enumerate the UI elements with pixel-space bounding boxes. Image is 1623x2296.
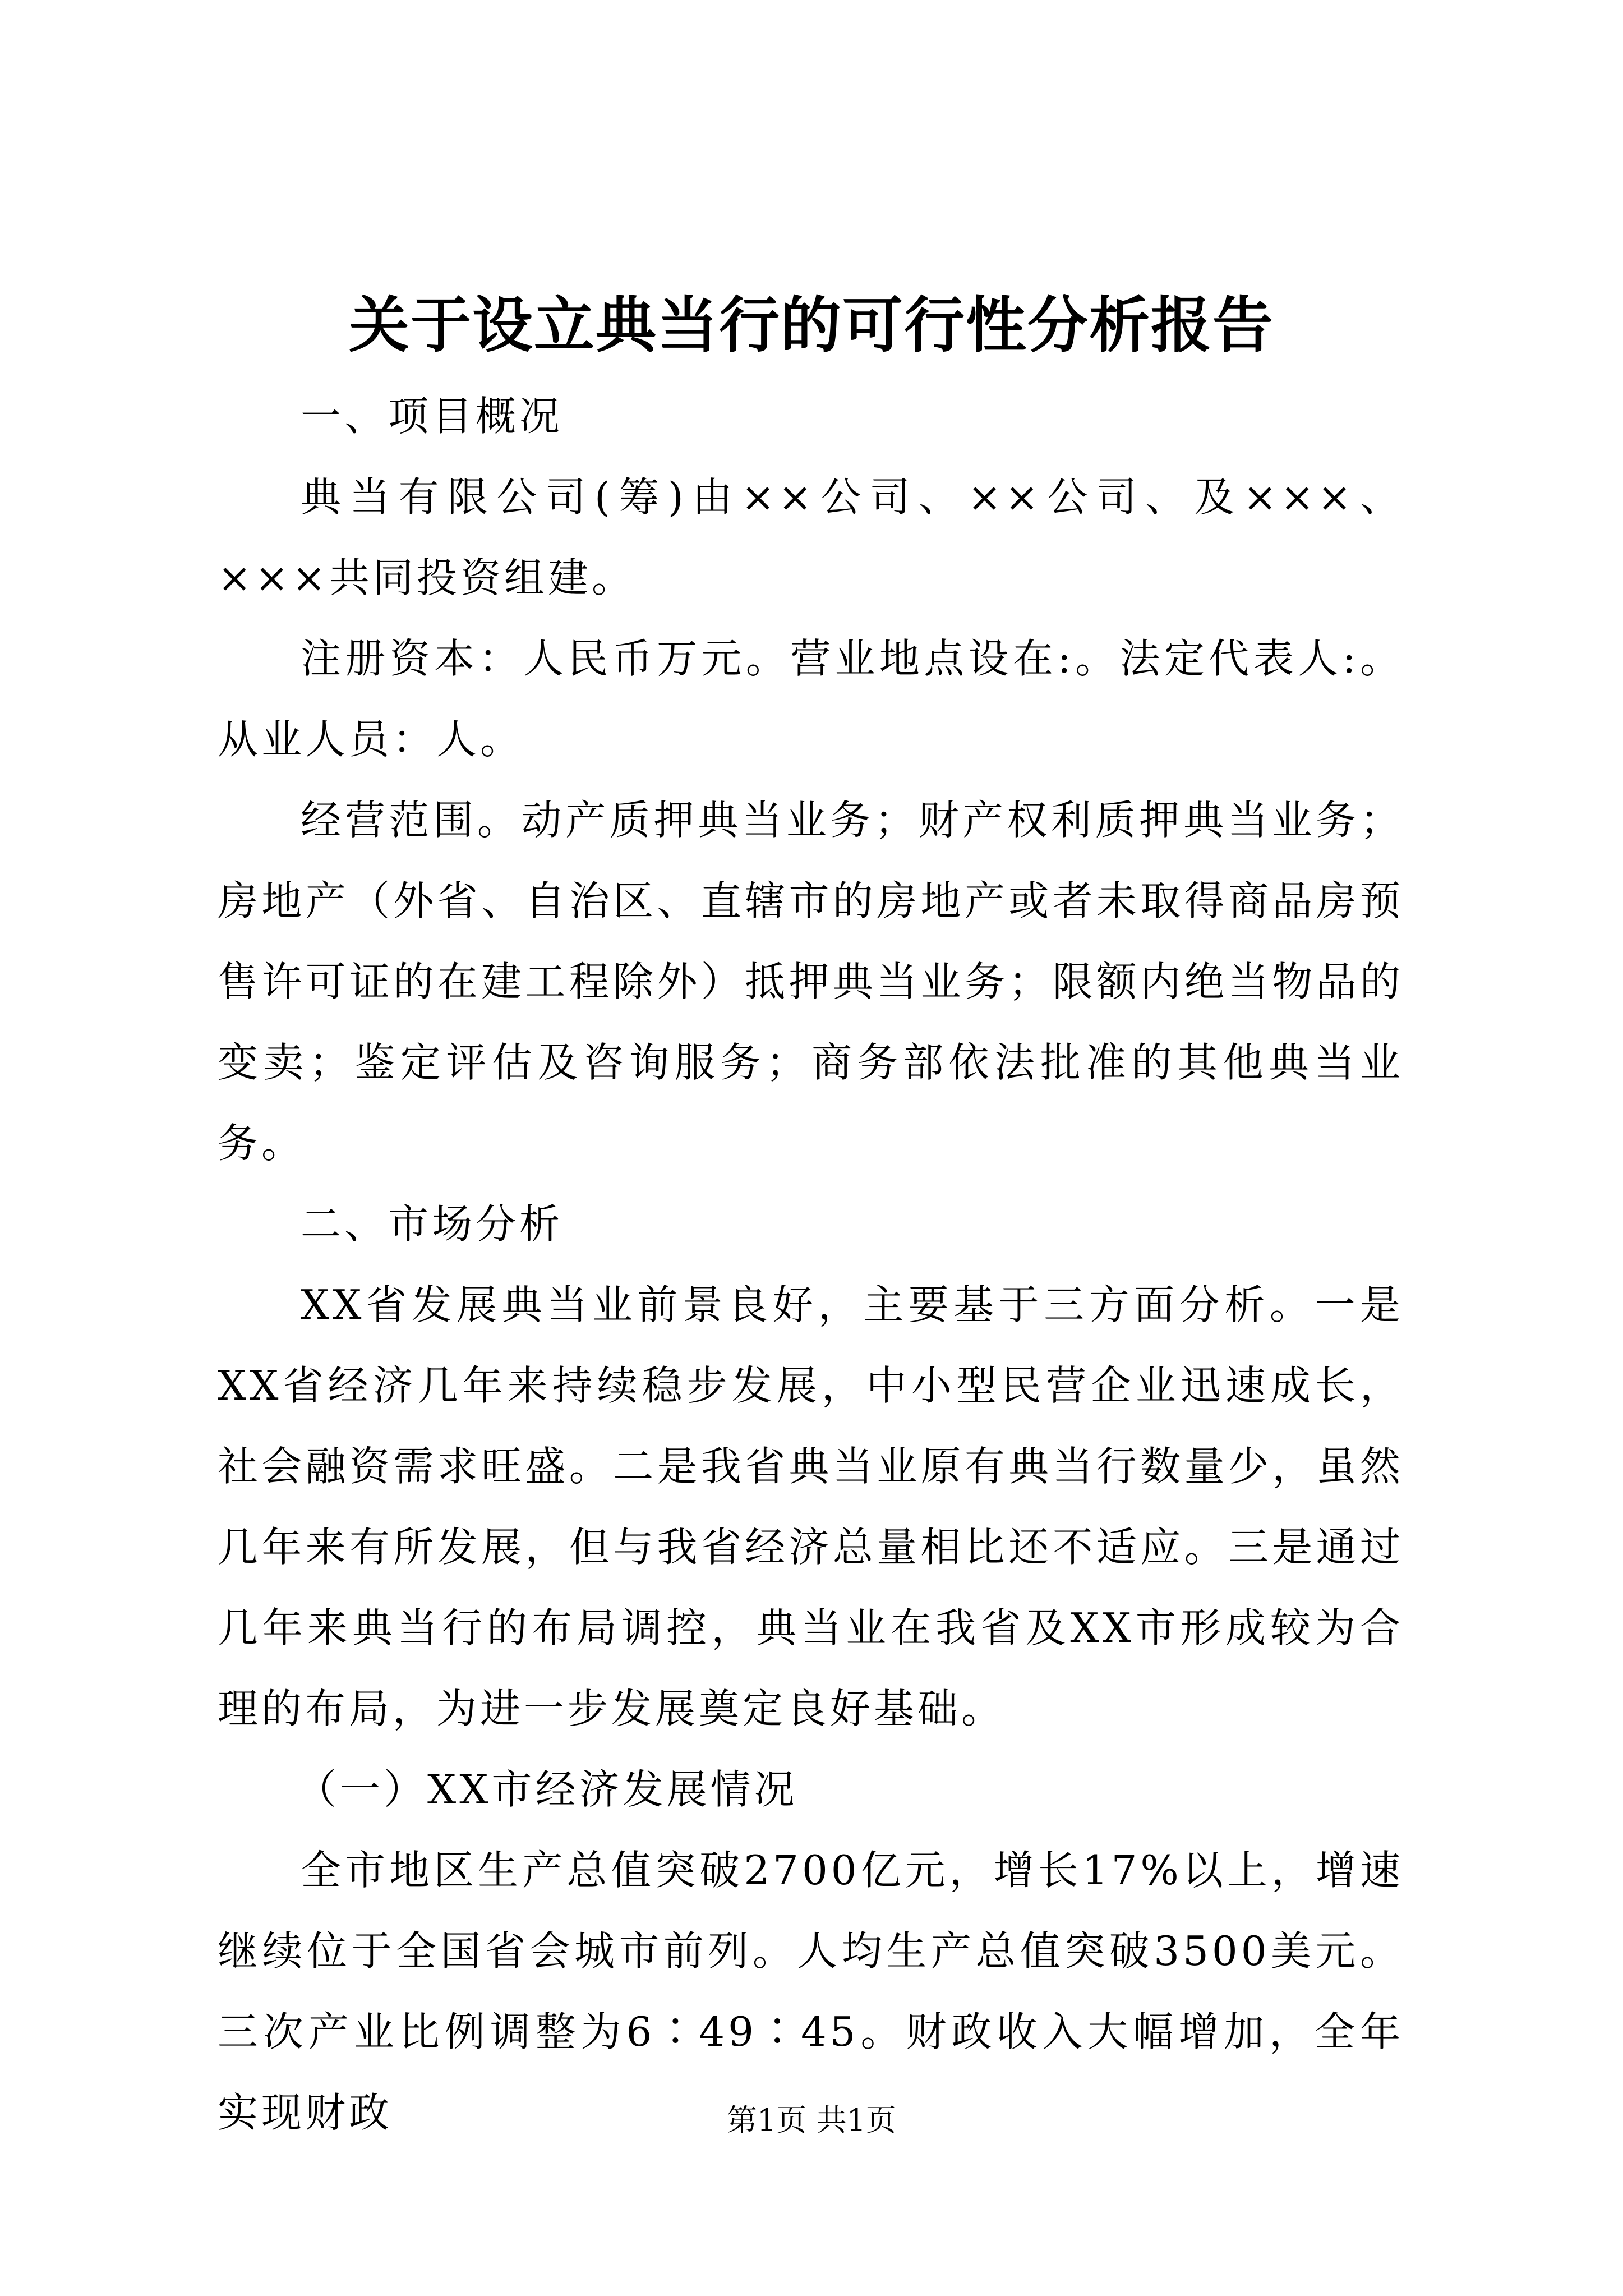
subsection-heading-economy: （一）XX市经济发展情况 <box>296 1766 798 1813</box>
paragraph-economy: 全市地区生产总值突破2700亿元，增长17%以上，增速继续位于全国省会城市前列。人均生产总值突破3500美元。三次产业比例调整为6∶49∶45。财政收入大幅增加，全年实现财政 <box>218 1847 1404 2136</box>
page-footer: 第1页 共1页 <box>727 2102 896 2138</box>
section-heading-market: 二、市场分析 <box>301 1200 564 1248</box>
paragraph-business-scope: 经营范围。动产质押典当业务；财产权利质押典当业务；房地产（外省、自治区、直辖市的房地产或者未取得商品房预售许可证的在建工程除外）抵押典当业务；限额内绝当物品的变卖；鉴定评估及咨询服务；商务部依法批准的其他典当业务。 <box>218 797 1404 1167</box>
section-heading-overview: 一、项目概况 <box>301 393 564 440</box>
paragraph-registration: 注册资本：人民币万元。营业地点设在:。法定代表人:。从业人员：人。 <box>218 635 1404 763</box>
document-title: 关于设立典当行的可行性分析报告 <box>348 290 1274 361</box>
paragraph-market-analysis: XX省发展典当业前景良好，主要基于三方面分析。一是XX省经济几年来持续稳步发展，中小型民营企业迅速成长，社会融资需求旺盛。二是我省典当业原有典当行数量少，虽然几年来有所发展，但与我省经济总量相比还不适应。三是通过几年来典当行的布局调控，典当业在我省及XX市形成较为合理的布局，为进一步发展奠定良好基础。 <box>218 1281 1404 1732</box>
paragraph-founders: 典当有限公司(筹)由××公司、××公司、及×××、×××共同投资组建。 <box>218 473 1404 601</box>
document-body <box>218 376 1404 2153</box>
